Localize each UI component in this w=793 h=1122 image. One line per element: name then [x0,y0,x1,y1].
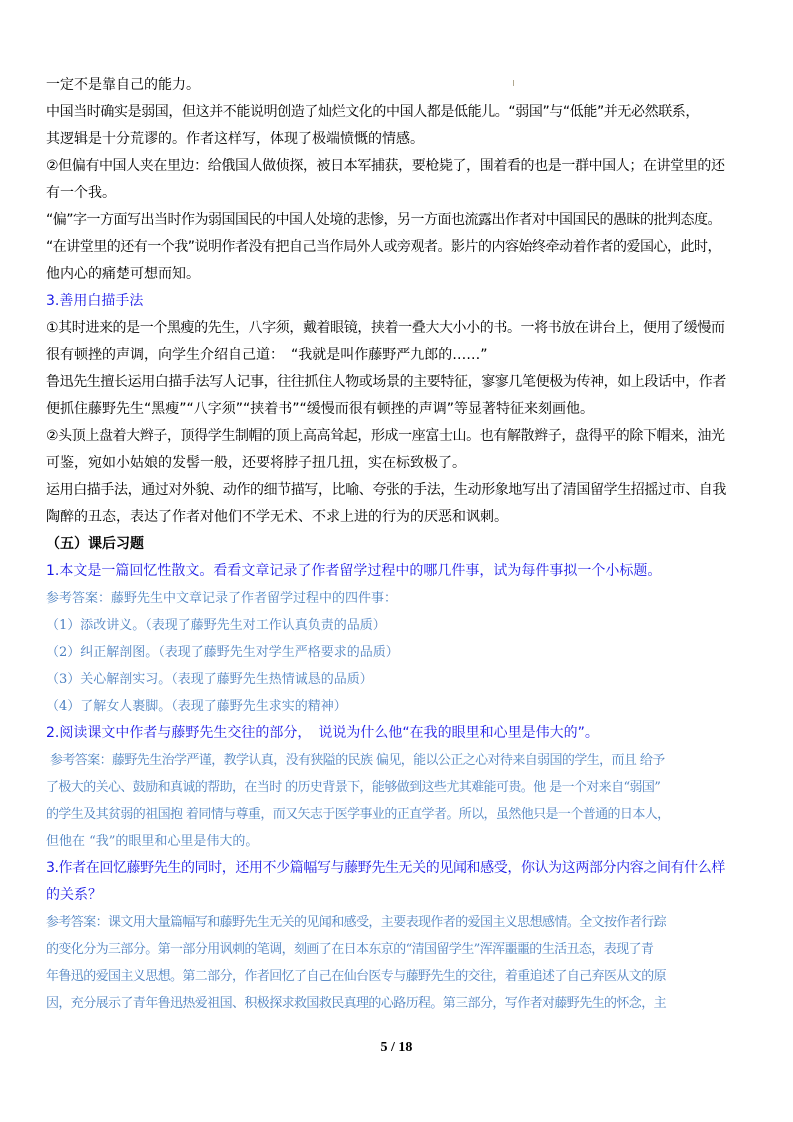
text-line: 陶醉的丑态，表达了作者对他们不学无术、不求上进的行为的厌恶和讽刺。 [46,509,508,525]
answer-1-line: 参考答案：藤野先生中文章记录了作者留学过程中的四件事： [46,591,398,606]
text-line: 鲁迅先生擅长运用白描手法写人记事，往往抓住人物或场景的主要特征，寥寥几笔便极为传神，如上段话中，作者 [46,374,726,390]
answer-1-line: （2）纠正解剖图。（表现了藤野先生对学生严格要求的品质） [46,645,399,660]
answer-3-line: 年鲁迅的爱国主义思想。第二部分，作者回忆了自己在仙台医专与藤野先生的交往，着重追述了自己弃医从文的原 [46,969,667,984]
text-line: 运用白描手法，通过对外貌、动作的细节描写，比喻、夸张的手法，生动形象地写出了清国留学生招摇过市、自我 [46,482,726,498]
answer-3-line: 因，充分展示了青年鲁迅热爱祖国、积极探求救国救民真理的心路历程。第三部分，写作者对藤野先生的怀念，主 [46,996,667,1011]
answer-1-line: （4）了解女人裹脚。（表现了藤野先生求实的精神） [46,699,347,714]
text-line: 可鉴，宛如小姑娘的发髻一般，还要将脖子扭几扭，实在标致极了。 [46,455,466,471]
text-line: 一定不是靠自己的能力。 [46,77,200,93]
text-line: 他内心的痛楚可想而知。 [46,266,200,282]
question-1: 1.本文是一篇回忆性散文。看看文章记录了作者留学过程中的哪几件事，试为每件事拟一个小标题。 [46,563,662,579]
answer-2-line: 了极大的关心、鼓励和真诚的帮助，在当时 的历史背景下，能够做到这些尤其难能可贵。他 是一个对来自“弱国” [46,780,661,795]
answer-2-line: 的学生及其贫弱的祖国抱 着同情与尊重，而又矢志于医学事业的正直学者。所以，虽然他只是一个普通的日本人， [46,807,670,822]
question-3: 3.作者在回忆藤野先生的同时，还用不少篇幅写与藤野先生无关的见闻和感受，你认为这两部分内容之间有什么样 [46,860,725,876]
text-line: 中国当时确实是弱国，但这并不能说明创造了灿烂文化的中国人都是低能儿。“弱国”与“低能”并无必然联系， [46,104,700,120]
answer-1-line: （3）关心解剖实习。（表现了藤野先生热情诚恳的品质） [46,672,373,687]
text-line: “偏”字一方面写出当时作为弱国国民的中国人处境的悲惨，另一方面也流露出作者对中国国民的愚昧的批判态度。 [46,212,722,228]
question-2: 2.阅读课文中作者与藤野先生交往的部分， 说说为什么他“在我的眼里和心里是伟大的”。 [46,725,599,741]
answer-3-line: 的变化分为三部分。第一部分用讽刺的笔调，刻画了在日本东京的“清国留学生”浑浑噩噩的生活丑态，表现了青 [46,942,654,957]
text-line: 有一个我。 [46,185,116,201]
question-3: 的关系？ [46,887,102,903]
section-heading-baimiao: 3.善用白描手法 [46,293,144,309]
answer-1-line: （1）添改讲义。（表现了藤野先生对工作认真负责的品质） [46,618,386,633]
document-page [46,72,758,1017]
text-line: 其逻辑是十分荒谬的。作者这样写，体现了极端愤慨的情感。 [46,131,424,147]
text-line: “在讲堂里的还有一个我”说明作者没有把自己当作局外人或旁观者。影片的内容始终牵动着作者的爱国心，此时， [46,239,722,255]
text-line: ②头顶上盘着大辫子，顶得学生制帽的顶上高高耸起，形成一座富士山。也有解散辫子，盘得平的除下帽来，油光 [46,428,725,444]
answer-2-line: 参考答案：藤野先生治学严谨，教学认真，没有狭隘的民族 偏见，能以公正之心对待来自弱国的学生，而且 给予 [50,753,665,768]
text-line: 很有顿挫的声调，向学生介绍自己道： “我就是叫作藤野严九郎的……” [46,347,488,363]
page-number: 5 / 18 [380,1040,413,1055]
answer-2-line: 但他在 “我”的眼里和心里是伟大的。 [46,834,259,849]
text-line: 便抓住藤野先生“黑瘦”“八字须”“挟着书”“缓慢而很有顿挫的声调”等显著特征来刻画他。 [46,401,595,417]
text-line: ①其时进来的是一个黑瘦的先生，八字须，戴着眼镜，挟着一叠大大小小的书。一将书放在讲台上，便用了缓慢而 [46,320,725,336]
answer-3-line: 参考答案：课文用大量篇幅写和藤野先生无关的见闻和感受，主要表现作者的爱国主义思想感情。全文按作者行踪 [46,915,667,930]
section-heading-exercises: （五）课后习题 [46,536,144,552]
text-line: ②但偏有中国人夹在里边：给俄国人做侦探，被日本军捕获，要枪毙了，围着看的也是一群中国人；在讲堂里的还 [46,158,725,174]
